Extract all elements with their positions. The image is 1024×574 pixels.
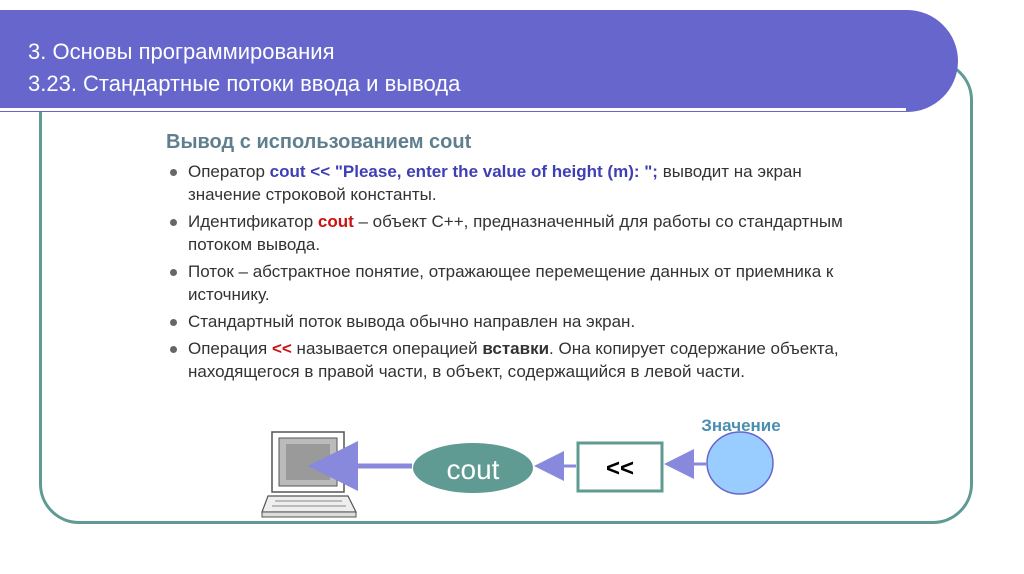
term-insertion: вставки — [482, 339, 550, 358]
computer-monitor-icon — [262, 432, 356, 517]
bullet-item: Операция << называется операцией вставки. Она копирует содержание объекта, находящегося в правой части, в объект, содержащийся в левой части. — [168, 337, 848, 383]
bullet-item: Оператор cout << "Please, enter the value of height (m): "; выводит на экран значение строковой константы. — [168, 160, 848, 206]
bullet-item: Стандартный поток вывода обычно направлен на экран. — [168, 310, 848, 333]
code-cout-identifier: cout — [317, 212, 354, 231]
value-circle — [707, 432, 773, 494]
section-title: 3.23. Стандартные потоки ввода и вывода — [28, 71, 461, 96]
operator-label: << — [605, 455, 635, 482]
bullet-item: Идентификатор cout – объект С++, предназначенный для работы со стандартным потоком вывода. — [168, 210, 848, 256]
content-subtitle: Вывод с использованием cout — [166, 131, 472, 153]
chapter-title: 3. Основы программирования — [28, 39, 335, 64]
value-label: Значение — [701, 416, 781, 435]
bullet-item: Поток – абстрактное понятие, отражающее перемещение данных от приемника к источнику. — [168, 260, 848, 306]
cout-label: cout — [446, 454, 500, 485]
code-cout-statement: cout << "Please, enter the value of height (m): "; — [269, 162, 658, 181]
code-insert-operator: << — [271, 339, 292, 358]
